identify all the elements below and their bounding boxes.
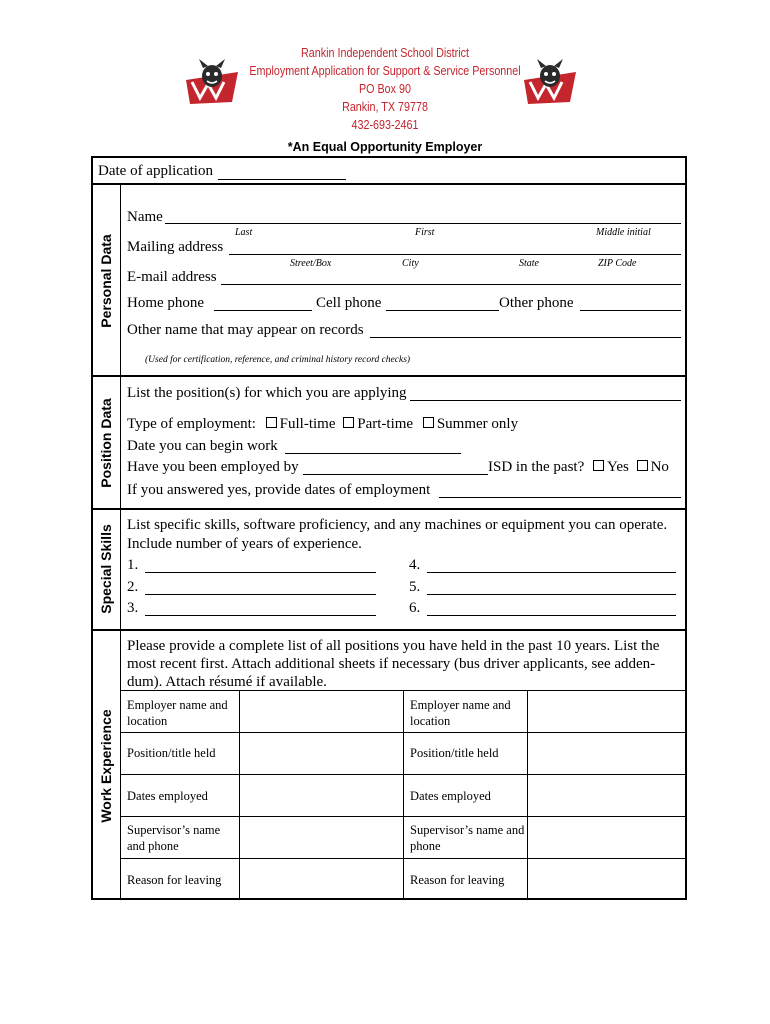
summer-only-checkbox[interactable]	[423, 417, 434, 428]
employer-2-supervisor-field[interactable]	[529, 818, 685, 857]
section-label-position-data: Position Data	[98, 398, 114, 488]
summer-only-option[interactable]	[421, 416, 518, 432]
mailing-address-field[interactable]	[229, 254, 681, 255]
work-intro-line-2: most recent first. Attach additional sheets if necessary (bus driver applicants, see adden-	[127, 656, 656, 672]
begin-work-field[interactable]	[285, 453, 461, 454]
home-phone-field[interactable]	[214, 310, 312, 311]
positions-label: List the position(s) for which you are applying	[127, 385, 407, 401]
zip-caption: ZIP Code	[598, 258, 637, 269]
first-name-caption: First	[415, 227, 435, 238]
state-caption: State	[519, 258, 539, 269]
employment-type-row	[127, 416, 518, 433]
records-note: (Used for certification, reference, and criminal history record checks)	[145, 355, 411, 365]
email-label: E-mail address	[127, 269, 217, 285]
other-name-field[interactable]	[370, 337, 681, 338]
name-label: Name	[127, 209, 163, 225]
full-time-option[interactable]	[264, 416, 336, 432]
date-of-application-label: Date of application	[98, 163, 213, 179]
employer-2-dates-field[interactable]	[529, 776, 685, 815]
mailing-address-label: Mailing address	[127, 239, 224, 255]
section-label-personal-data: Personal Data	[98, 234, 114, 328]
employer-2-position-field[interactable]	[529, 734, 685, 773]
employment-type-label: Type of employment:	[127, 416, 256, 432]
yes-option[interactable]	[588, 459, 629, 475]
employer-2-name-label: Employer name and location	[410, 698, 511, 728]
summer-only-label: Summer only	[436, 416, 519, 432]
employer-1-reason-label: Reason for leaving	[127, 873, 222, 887]
skill-5-label: 5.	[409, 579, 421, 595]
skill-3-label: 3.	[127, 600, 139, 616]
email-field[interactable]	[221, 284, 681, 285]
home-phone-label: Home phone	[127, 295, 205, 311]
part-time-option[interactable]	[341, 416, 413, 432]
positions-field[interactable]	[410, 400, 681, 401]
employer-1-dates-label: Dates employed	[127, 789, 208, 803]
work-intro-line-3: dum). Attach résumé if available.	[127, 674, 327, 690]
city-state-zip: Rankin, TX 79778	[342, 100, 428, 114]
divider	[91, 375, 687, 377]
work-intro-line-1: Please provide a complete list of all positions you have held in the past 10 years. List the	[127, 638, 660, 654]
employed-by-district-field[interactable]	[303, 474, 488, 475]
city-caption: City	[402, 258, 419, 269]
section-label-special-skills: Special Skills	[98, 524, 114, 614]
other-name-label: Other name that may appear on records	[127, 322, 364, 338]
name-field[interactable]	[165, 223, 681, 224]
skill-2-label: 2.	[127, 579, 139, 595]
skill-6-field[interactable]	[427, 615, 676, 616]
application-title: Employment Application for Support & Service Personnel	[249, 64, 521, 78]
po-box: PO Box 90	[358, 82, 411, 96]
employer-1-dates-field[interactable]	[241, 776, 401, 815]
part-time-label: Part-time	[357, 416, 414, 432]
employer-1-position-field[interactable]	[241, 734, 401, 773]
equal-opportunity-note: *An Equal Opportunity Employer	[287, 140, 483, 154]
employer-2-name-field[interactable]	[529, 692, 685, 731]
employer-1-position-label: Position/title held	[127, 746, 216, 760]
employer-2-dates-label: Dates employed	[410, 789, 491, 803]
employed-before-row	[488, 459, 669, 476]
date-of-application-field[interactable]	[218, 179, 346, 180]
divider	[91, 183, 687, 185]
last-name-caption: Last	[235, 227, 253, 238]
section-label-work-experience: Work Experience	[98, 709, 114, 823]
dates-of-employment-label: If you answered yes, provide dates of employment	[127, 482, 431, 498]
grid-line	[527, 690, 528, 900]
skills-instructions-line-1: List specific skills, software proficiency, and any machines or equipment you can operate.	[127, 517, 668, 533]
middle-initial-caption: Middle initial	[596, 227, 651, 238]
other-phone-field[interactable]	[580, 310, 681, 311]
street-caption: Street/Box	[290, 258, 332, 269]
employer-1-name-field[interactable]	[241, 692, 401, 731]
skill-6-label: 6.	[409, 600, 421, 616]
begin-work-label: Date you can begin work	[127, 438, 278, 454]
skill-4-label: 4.	[409, 557, 421, 573]
skill-1-field[interactable]	[145, 572, 376, 573]
full-time-label: Full-time	[279, 416, 336, 432]
employer-2-position-label: Position/title held	[410, 746, 499, 760]
skill-3-field[interactable]	[145, 615, 376, 616]
divider	[91, 629, 687, 631]
employer-1-reason-field[interactable]	[241, 860, 401, 898]
no-checkbox[interactable]	[637, 460, 648, 471]
isd-past-label: ISD in the past?	[488, 459, 585, 475]
grid-line	[403, 690, 404, 900]
other-phone-label: Other phone	[499, 295, 574, 311]
phone-number: 432-693-2461	[351, 118, 419, 132]
skill-2-field[interactable]	[145, 594, 376, 595]
dates-of-employment-field[interactable]	[439, 497, 681, 498]
yes-checkbox[interactable]	[593, 460, 604, 471]
label-column-divider	[120, 184, 121, 900]
employed-by-label: Have you been employed by	[127, 459, 299, 475]
district-name: Rankin Independent School District	[301, 46, 469, 60]
no-label: No	[650, 459, 669, 475]
employer-2-reason-label: Reason for leaving	[410, 873, 505, 887]
cell-phone-field[interactable]	[386, 310, 499, 311]
employer-2-supervisor-label: Supervisor’s name and phone	[410, 823, 525, 853]
no-option[interactable]	[633, 459, 669, 475]
district-header	[54, 44, 716, 134]
yes-label: Yes	[606, 459, 629, 475]
skills-instructions-line-2: Include number of years of experience.	[127, 536, 362, 552]
part-time-checkbox[interactable]	[343, 417, 354, 428]
skill-1-label: 1.	[127, 557, 139, 573]
grid-line	[239, 690, 240, 900]
employer-1-supervisor-label: Supervisor’s name and phone	[127, 823, 221, 853]
skill-5-field[interactable]	[427, 594, 676, 595]
full-time-checkbox[interactable]	[266, 417, 277, 428]
employer-2-reason-field[interactable]	[529, 860, 685, 898]
employer-1-supervisor-field[interactable]	[241, 818, 401, 857]
employer-1-name-label: Employer name and location	[127, 698, 228, 728]
divider	[91, 508, 687, 510]
skill-4-field[interactable]	[427, 572, 676, 573]
cell-phone-label: Cell phone	[316, 295, 382, 311]
